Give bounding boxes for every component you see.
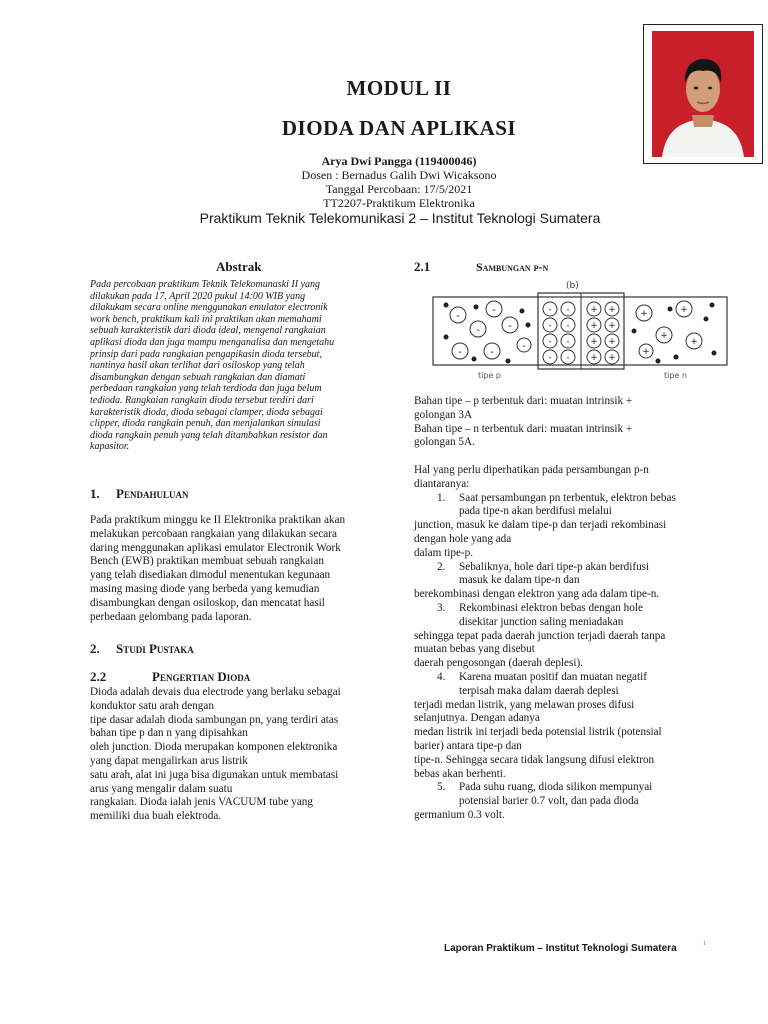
- abstract-line: dilakukam secara online menggunakan emulator electronik: [90, 302, 328, 314]
- list-rest-line: selanjutnya. Dengan adanya: [414, 712, 540, 725]
- abstract-line: work bench, praktikum kali ini praktikan akan memahami: [90, 313, 322, 325]
- list-item: [414, 492, 724, 561]
- list-rest-line: germanium 0.3 volt.: [414, 808, 505, 821]
- section-1-body: [90, 514, 390, 624]
- list-cont-line: pada tipe-n akan berdifusi melalui: [459, 505, 612, 518]
- svg-text:+: +: [680, 305, 688, 315]
- svg-text:-: -: [522, 341, 526, 352]
- list-item: [414, 781, 724, 822]
- author-name: Arya Dwi Pangga (119400046): [321, 154, 477, 168]
- list-number: 3.: [437, 601, 446, 614]
- abstract-line: disambungkan dengan sebuah rangkaian dan diamati: [90, 371, 306, 383]
- list-first-line: Pada suhu ruang, dioda silikon mempunyai: [459, 781, 653, 794]
- body-line: bahan tipe p dan n yang dipisahkan: [90, 727, 248, 740]
- abstract-line: prinsip dari pada rangkaian pengapikasin dioda tersebut,: [90, 348, 322, 360]
- body-line: yang dapat mengalirkan arus listrik: [90, 754, 248, 767]
- body-line: golongan 3A: [414, 408, 473, 421]
- svg-text:+: +: [590, 321, 598, 331]
- section-2-2-heading: [90, 669, 250, 685]
- svg-text:+: +: [608, 353, 616, 363]
- abstract-line: kapasitor.: [90, 441, 130, 453]
- svg-text:-: -: [492, 305, 496, 316]
- section-number: 2.2: [90, 669, 107, 684]
- list-rest-line: junction, masuk ke dalam tipe-p dan terjadi rekombinasi: [414, 519, 667, 532]
- list-first-line: Rekombinasi elektron bebas dengan hole: [459, 601, 643, 614]
- list-rest-line: dalam tipe-p.: [414, 546, 474, 559]
- svg-text:-: -: [548, 337, 552, 347]
- svg-text:+: +: [590, 353, 598, 363]
- section-2-heading: [90, 641, 194, 657]
- list-rest-line: bebas akan berhenti.: [414, 767, 506, 780]
- module-title: MODUL II: [346, 76, 452, 100]
- list-rest-line: medan listrik ini terjadi beda potensial listrik (potensial: [414, 726, 662, 739]
- section-2-1-description: [414, 395, 724, 450]
- list-rest-line: barier) antara tipe-p dan: [414, 739, 522, 752]
- abstract-line: karakteristik dioda, dioda sebagai clamper, dioda sebagai: [90, 406, 323, 418]
- body-line: diantaranya:: [414, 477, 470, 490]
- section-number: 1.: [90, 486, 100, 501]
- list-number: 4.: [437, 670, 446, 683]
- document-subtitle: Praktikum Teknik Telekomunikasi 2 – Institut Teknologi Sumatera: [199, 210, 601, 226]
- svg-text:-: -: [456, 311, 460, 322]
- diagram-label-p: tipe p: [478, 371, 501, 380]
- body-line: masing masing diode yang berbeda yang kemudian: [90, 582, 320, 595]
- body-line: oleh junction. Dioda merupakan komponen elektronika: [90, 741, 338, 754]
- svg-text:-: -: [548, 305, 552, 315]
- list-rest-line: sehingga tepat pada daerah junction terjadi daerah tanpa: [414, 629, 666, 642]
- body-line: Pada praktikum minggu ke II Elektronika praktikan akan: [90, 514, 346, 526]
- list-item: [414, 602, 724, 671]
- page-number: 1: [703, 941, 706, 947]
- section-number: 2.: [90, 641, 100, 656]
- svg-text:+: +: [690, 337, 698, 347]
- list-number: 5.: [437, 781, 446, 794]
- lecturer: Dosen : Bernadus Galih Dwi Wicaksono: [301, 168, 497, 182]
- list-number: 1.: [437, 491, 446, 504]
- svg-text:-: -: [548, 321, 552, 331]
- abstract-text: [90, 279, 386, 453]
- abstract-line: clipper, dioda rangkain penuh, dan menjalankan simulasi: [90, 418, 321, 430]
- body-line: tipe dasar adalah dioda sambungan pn, yang terdiri atas: [90, 713, 339, 726]
- svg-text:-: -: [458, 347, 462, 358]
- list-rest-line: terjadi medan listrik, yang melawan proses difusi: [414, 698, 635, 711]
- body-line: daring menggunakan aplikasi emulator Electronik Work: [90, 541, 341, 554]
- abstract-line: aplikasi dioda dan juga mampu menganalisa dan mengetahu: [90, 336, 335, 348]
- document-title: DIODA DAN APLIKASI: [281, 116, 517, 140]
- list-rest-line: berekombinasi dengan elektron yang ada dalam tipe-n.: [414, 588, 660, 601]
- body-line: Bahan tipe – p terbentuk dari: muatan intrinsik +: [414, 395, 633, 407]
- svg-text:-: -: [548, 353, 552, 363]
- abstract-line: nantinya hasil akan terlihat dari osiloskop yang telah: [90, 360, 305, 372]
- svg-text:+: +: [608, 321, 616, 331]
- section-title: Sambungan p-n: [476, 260, 549, 274]
- page-footer: Laporan Praktikum – Institut Teknologi Sumatera: [444, 943, 677, 954]
- svg-text:-: -: [508, 321, 512, 332]
- list-item: [414, 561, 724, 602]
- svg-text:+: +: [642, 347, 650, 357]
- body-line: arus yang mengalir dalam suatu: [90, 782, 233, 795]
- body-line: Bench (EWB) praktikan membuat sebuah rangkaian: [90, 555, 324, 568]
- svg-text:+: +: [608, 337, 616, 347]
- body-line: rangkaian. Dioda ialah jenis VACUUM tube yang: [90, 796, 313, 809]
- list-number: 2.: [437, 560, 446, 573]
- section-title: Studi Pustaka: [116, 641, 194, 656]
- svg-text:-: -: [490, 347, 494, 358]
- list-cont-line: disekitar junction saling meniadakan: [459, 615, 624, 628]
- abstract-line: Pada percobaan praktikum Teknik Telekomunaski II yang: [90, 279, 320, 290]
- body-line: Hal yang perlu diperhatikan pada persambungan p-n: [414, 464, 649, 476]
- list-first-line: Sebaliknya, hole dari tipe-p akan berdifusi: [459, 560, 650, 573]
- course-code: TT2207-Praktikum Elektronika: [323, 196, 475, 210]
- svg-text:-: -: [566, 337, 570, 347]
- body-line: satu arah, alat ini juga bisa digunakan untuk membatasi: [90, 768, 339, 781]
- body-line: perbedaan gelombang pada laporan.: [90, 610, 252, 623]
- abstract-line: tedioda. Rangkaian rangkain dioda tersebut terdiri dari: [90, 394, 314, 406]
- section-2-2-body: [90, 686, 390, 824]
- section-2-1-list: [414, 464, 724, 823]
- experiment-date: Tanggal Percobaan: 17/5/2021: [325, 182, 473, 196]
- list-first-line: Saat persambungan pn terbentuk, elektron bebas: [459, 491, 676, 504]
- diagram-label-n: tipe n: [664, 371, 687, 380]
- section-title: Pengertian Dioda: [152, 669, 251, 684]
- svg-text:-: -: [566, 353, 570, 363]
- svg-text:-: -: [476, 325, 480, 336]
- list-first-line: Karena muatan positif dan muatan negatif: [459, 670, 647, 683]
- body-line: konduktor satu arah dengan: [90, 699, 214, 712]
- list-rest-line: daerah pengosongan (daerah deplesi).: [414, 657, 583, 670]
- body-line: golongan 5A.: [414, 436, 475, 449]
- list-rest-line: muatan bebas yang disebut: [414, 643, 535, 656]
- abstract-line: dioda rangkain penuh yang telah ditambahkan resistor dan: [90, 429, 328, 441]
- body-line: melakukan percobaan rangkaian yang dilakukan secara: [90, 527, 337, 540]
- svg-text:-: -: [566, 321, 570, 331]
- body-line: yang telah disediakan dimodul menentukan kegunaan: [90, 569, 331, 582]
- section-2-1-heading: [414, 259, 548, 275]
- body-line: disambungkan dengan osiloskop, dan mencatat hasil: [90, 596, 325, 609]
- list-rest-line: tipe-n. Sehingga secara tidak langsung difusi elektron: [414, 753, 655, 766]
- diagram-label-b: (b): [566, 281, 579, 291]
- body-line: Dioda adalah devais dua electrode yang berlaku sebagai: [90, 686, 341, 698]
- abstract-heading: Abstrak: [216, 259, 262, 274]
- list-item: [414, 671, 724, 781]
- pn-junction-figure: [432, 279, 728, 381]
- section-1-heading: [90, 486, 188, 502]
- abstract-line: perbedaan rangkaian yang telah terdioda dan juga belum: [90, 383, 322, 395]
- svg-text:-: -: [566, 305, 570, 315]
- svg-text:+: +: [590, 305, 598, 315]
- body-line: memiliki dua buah elektroda.: [90, 810, 222, 823]
- svg-text:+: +: [608, 305, 616, 315]
- svg-text:+: +: [660, 331, 668, 341]
- svg-text:+: +: [590, 337, 598, 347]
- list-cont-line: potensial barier 0.7 volt, dan pada dioda: [459, 795, 639, 808]
- abstract-line: dilakukan pada 17, April 2020 pukul 14:00 WIB yang: [90, 290, 306, 302]
- abstract-line: sebuah karakteristik dari dioda ideal, mengenal rangkaian: [90, 325, 326, 337]
- section-title: Pendahuluan: [116, 486, 189, 501]
- section-number: 2.1: [414, 259, 431, 274]
- pn-junction-diagram: [432, 279, 728, 381]
- list-cont-line: masuk ke dalam tipe-n dan: [459, 574, 580, 587]
- body-line: Bahan tipe – n terbentuk dari: muatan intrinsik +: [414, 422, 633, 435]
- svg-text:+: +: [640, 309, 648, 319]
- list-rest-line: dengan hole yang ada: [414, 532, 512, 545]
- list-cont-line: terpisah maka dalam daerah deplesi: [459, 684, 619, 697]
